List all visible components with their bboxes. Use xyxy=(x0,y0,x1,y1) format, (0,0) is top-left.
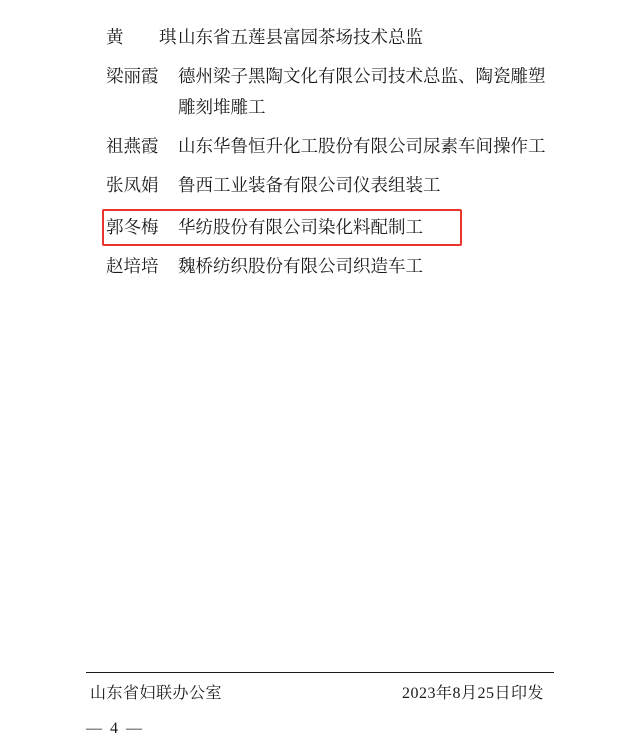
list-item xyxy=(106,251,558,282)
page-number: — 4 — xyxy=(86,720,144,737)
honoree-description: 山东省五莲县富园茶场技术总监 xyxy=(178,27,423,47)
footer-issuer: 山东省妇联办公室 xyxy=(90,685,223,702)
honoree-description: 鲁西工业装备有限公司仪表组装工 xyxy=(178,175,441,195)
honoree-description: 魏桥纺织股份有限公司织造车工 xyxy=(178,256,423,276)
honoree-list xyxy=(106,22,558,290)
honoree-name: 黄 琪 xyxy=(106,27,186,47)
honoree-name: 赵培培 xyxy=(106,256,159,276)
list-item xyxy=(106,131,558,162)
list-item xyxy=(106,61,558,123)
footer-divider xyxy=(86,672,554,673)
honoree-name: 梁丽霞 xyxy=(106,66,159,86)
honoree-description: 华纺股份有限公司染化料配制工 xyxy=(178,217,423,237)
list-item xyxy=(106,22,558,53)
list-item xyxy=(106,170,558,201)
honoree-name: 张凤娟 xyxy=(106,175,159,195)
footer-issue-date: 2023年8月25日印发 xyxy=(401,685,544,702)
document-footer xyxy=(90,680,550,703)
honoree-description: 德州梁子黑陶文化有限公司技术总监、陶瓷雕塑雕刻堆雕工 xyxy=(178,66,546,117)
honoree-name: 祖燕霞 xyxy=(106,136,159,156)
honoree-description: 山东华鲁恒升化工股份有限公司尿素车间操作工 xyxy=(178,136,546,156)
honoree-name: 郭冬梅 xyxy=(106,217,159,237)
list-item-highlighted xyxy=(102,209,462,246)
